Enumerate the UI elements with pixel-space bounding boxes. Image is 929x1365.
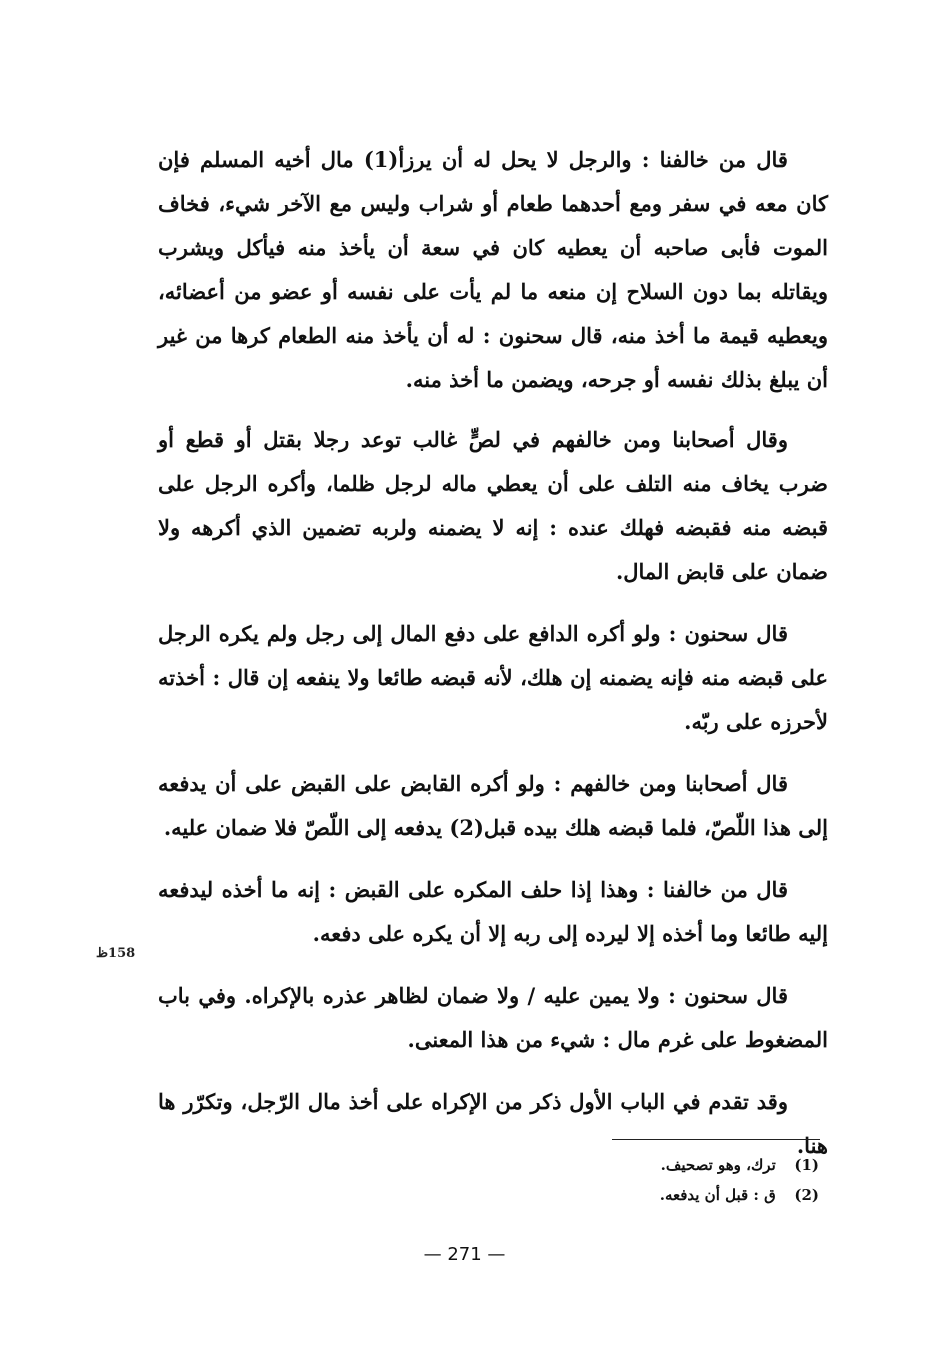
footnote-number: (2) bbox=[794, 1186, 819, 1204]
paragraph-5: قال من خالفنا : وهذا إذا حلف المكره على القبض : إنه ما أخذه ليدفعه إليه طائعا وما أخذه إلا ليرده إلى ربه إلا أن يكره على دفعه. bbox=[158, 877, 828, 946]
footnote-text: ق : قبل أن يدفعه. bbox=[659, 1186, 776, 1204]
paragraph-6: قال سحنون : ولا يمين عليه / ولا ضمان لظاهر عذره بالإكراه. وفي باب المضغوط على غرم مال : شيء من هذا المعنى. bbox=[158, 983, 828, 1052]
paragraph-2: وقال أصحابنا ومن خالفهم في لصٍّ غالب توعد رجلا بقتل أو قطع أو ضرب يخاف منه التلف على أن يعطي ماله لرجل ظلما، وأكره الرجل على قبضه منه فقبضه فهلك عنده : إنه لا يضمنه ولربه تضمين الذي أكرهه ولا ضمان على قابض المال. bbox=[158, 427, 828, 584]
main-text bbox=[158, 138, 828, 1186]
paragraph-4: قال أصحابنا ومن خالفهم : ولو أكره القابض على القبض على أن يدفعه إلى هذا اللّصّ، فلما قبضه هلك بيده قبل(2) يدفعه إلى اللّصّ فلا ضمان عليه. bbox=[158, 771, 828, 840]
paragraph-1: قال من خالفنا : والرجل لا يحل له أن يرزأ(1) مال أخيه المسلم فإن كان معه في سفر ومع أحدهما طعام أو شراب وليس مع الآخر شيء، فخاف الموت فأبى صاحبه أن يعطيه كان في سعة أن يأخذ منه فيأكل ويشرب ويقاتله بما دون السلاح إن منعه ما لم يأت على نفسه أو عضو من أعضائه، ويعطيه قيمة ما أخذ منه، قال سحنون : له أن يأخذ منه الطعام كرها من غير أن يبلغ بذلك نفسه أو جرحه، ويضمن ما أخذ منه. bbox=[158, 147, 828, 392]
manuscript-folio-marker: 158ظ bbox=[96, 946, 136, 961]
paragraph-7: وقد تقدم في الباب الأول ذكر من الإكراه على أخذ مال الرّجل، وتكرّر ها هنا. bbox=[158, 1089, 828, 1158]
page-number: — 271 — bbox=[423, 1244, 506, 1265]
footnotes bbox=[419, 1150, 819, 1210]
paragraph-3: قال سحنون : ولو أكره الدافع على دفع المال إلى رجل ولم يكره الرجل على قبضه منه فإنه يضمنه إن هلك، لأنه قبضه طائعا ولا ينفعه إن قال : أخذته لأحرزه على ربّه. bbox=[158, 621, 828, 734]
footnote-text: ترك، وهو تصحيف. bbox=[660, 1156, 776, 1174]
footnote-1 bbox=[419, 1150, 819, 1180]
footnote-number: (1) bbox=[794, 1156, 819, 1174]
footnote-separator bbox=[612, 1139, 820, 1140]
footnote-2 bbox=[419, 1180, 819, 1210]
